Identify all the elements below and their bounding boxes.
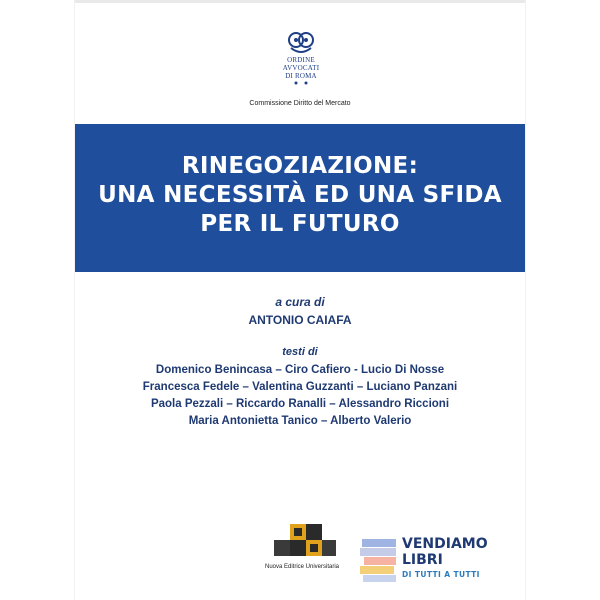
badge-line-1: VENDIAMO: [402, 536, 488, 552]
logo-line-1: ORDINE: [287, 56, 315, 64]
title-band: [75, 124, 525, 272]
book-cover: [75, 0, 525, 600]
star-ornament-icon: [291, 80, 311, 86]
texts-label: testi di: [282, 346, 318, 358]
cover-top-edge: [75, 0, 525, 3]
badge-tagline: DI TUTTI A TUTTI: [402, 570, 480, 579]
title-line-3: PER IL FUTURO: [200, 211, 400, 237]
vendiamo-libri-badge: [402, 536, 488, 581]
commission-name: Commissione Diritto del Mercato: [249, 100, 351, 107]
logo-line-2: AVVOCATI: [282, 64, 320, 72]
authors-line-2: Francesca Fedele – Valentina Guzzanti – Luciano Panzani: [142, 381, 458, 393]
authors-line-3: Paola Pezzali – Riccardo Ranalli – Alessandro Riccioni: [150, 398, 450, 410]
ordine-avvocati-logo: [271, 30, 331, 102]
title-line-2: UNA NECESSITÀ ED UNA SFIDA: [98, 182, 502, 208]
badge-line-2: LIBRI: [402, 552, 443, 568]
authors-list: [75, 362, 525, 430]
logo-line-3: DI ROMA: [285, 72, 317, 80]
book-stack-icon: [358, 537, 398, 583]
authors-line-4: Maria Antonietta Tanico – Alberto Valerio: [188, 415, 412, 427]
scales-crest-icon: [286, 30, 316, 56]
curator-label: a cura di: [275, 295, 325, 309]
authors-line-1: Domenico Benincasa – Ciro Cafiero - Lucio Di Nosse: [155, 364, 445, 376]
title-line-1: RINEGOZIAZIONE:: [181, 153, 419, 179]
publisher-caption: Nuova Editrice Universitaria: [264, 564, 340, 570]
curator-name: ANTONIO CAIAFA: [248, 313, 352, 327]
